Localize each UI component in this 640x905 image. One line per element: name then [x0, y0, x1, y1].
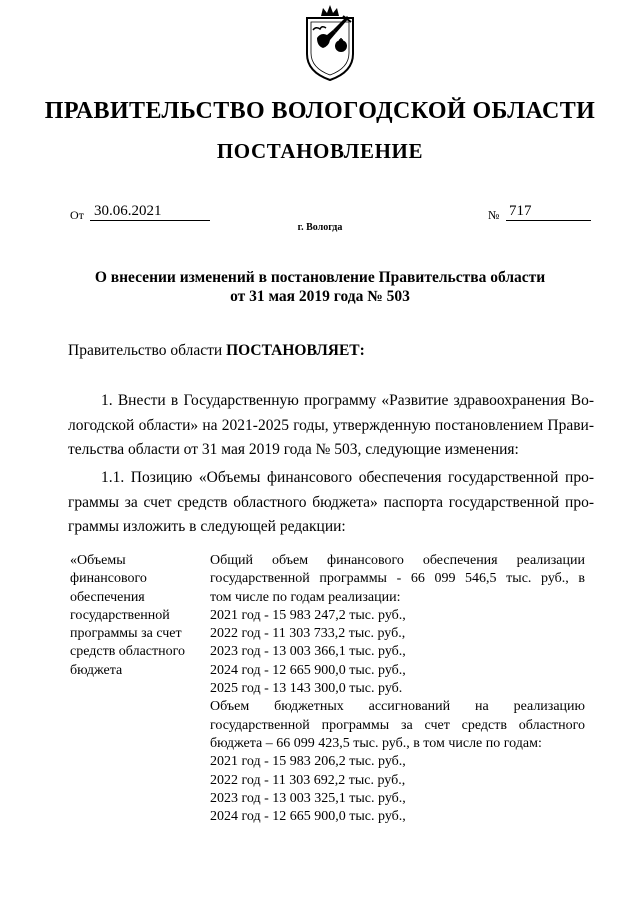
- document-number: 717: [506, 202, 591, 221]
- table-cell-line: бюджета – 66 099 423,5 тыс. руб., в том числе по годам:: [210, 735, 542, 751]
- table-cell-line: Объем бюджетных ассигнований на реализацию: [210, 699, 585, 715]
- city-name: г. Вологда: [297, 222, 343, 233]
- table-cell-line: том числе по годам реализации:: [210, 589, 401, 605]
- subject-line: от 31 мая 2019 года № 503: [230, 288, 410, 305]
- table-cell-line: 2024 год - 12 665 900,0 тыс. руб.,: [210, 809, 406, 825]
- decree-word: ПОСТАНОВЛЯЕТ:: [226, 342, 365, 359]
- table-cell-line: средств областного: [70, 644, 186, 660]
- document-subject: [80, 268, 560, 306]
- table-cell-line: 2021 год - 15 983 247,2 тыс. руб.,: [210, 607, 406, 623]
- government-title: ПРАВИТЕЛЬСТВО ВОЛОГОДСКОЙ ОБЛАСТИ: [44, 98, 596, 124]
- table-cell-line: 2021 год - 15 983 206,2 тыс. руб.,: [210, 754, 406, 770]
- table-cell-line: 2022 год - 11 303 733,2 тыс. руб.,: [210, 626, 406, 642]
- paragraph-line: граммы за счет средств областного бюджета» паспорта государственной про-: [68, 493, 594, 511]
- table-cell-line: 2025 год - 13 143 300,0 тыс. руб.: [210, 681, 403, 697]
- paragraph-line: 1.1. Позицию «Объемы финансового обеспечения государственной про-: [101, 469, 594, 486]
- intro-text: Правительство области: [68, 342, 227, 359]
- table-cell-line: государственной программы за счет средств областного: [210, 717, 585, 733]
- paragraph-line: тельства области от 31 мая 2019 года № 503, следующие изменения:: [68, 441, 519, 458]
- table-cell-line: государственной: [70, 607, 170, 623]
- table-cell-line: Общий объем финансового обеспечения реализации: [210, 553, 585, 568]
- table-left-column: [70, 552, 200, 680]
- table-cell-line: 2022 год - 11 303 692,2 тыс. руб.,: [210, 772, 406, 788]
- paragraph-line: логодской области» на 2021-2025 годы, утвержденную постановлением Прави-: [68, 416, 594, 434]
- paragraph-line: 1. Внести в Государственную программу «Развитие здравоохранения Во-: [101, 392, 594, 409]
- table-cell-line: «Объемы: [70, 553, 126, 568]
- table-cell-line: 2023 год - 13 003 366,1 тыс. руб.,: [210, 644, 406, 660]
- table-cell-line: бюджета: [70, 662, 123, 678]
- coat-of-arms-emblem: [303, 2, 357, 84]
- table-right-column: [210, 552, 585, 826]
- table-cell-line: программы за счет: [70, 626, 182, 642]
- paragraph-1: [68, 389, 594, 463]
- subject-line: О внесении изменений в постановление Правительства области: [94, 269, 546, 286]
- document-date: 30.06.2021: [90, 202, 210, 221]
- table-cell-line: 2023 год - 13 003 325,1 тыс. руб.,: [210, 790, 406, 806]
- table-cell-line: обеспечения: [70, 589, 145, 605]
- document-type: ПОСТАНОВЛЕНИЕ: [216, 139, 424, 163]
- paragraph-2: [68, 466, 594, 540]
- number-label: №: [488, 208, 500, 222]
- paragraph-line: граммы изложить в следующей редакции:: [68, 518, 346, 535]
- table-cell-line: 2024 год - 12 665 900,0 тыс. руб.,: [210, 662, 406, 678]
- intro-paragraph: [68, 339, 365, 364]
- date-label: От: [70, 208, 84, 222]
- table-cell-line: финансового: [70, 571, 147, 587]
- table-cell-line: государственной программы - 66 099 546,5 тыс. руб., в: [210, 571, 585, 587]
